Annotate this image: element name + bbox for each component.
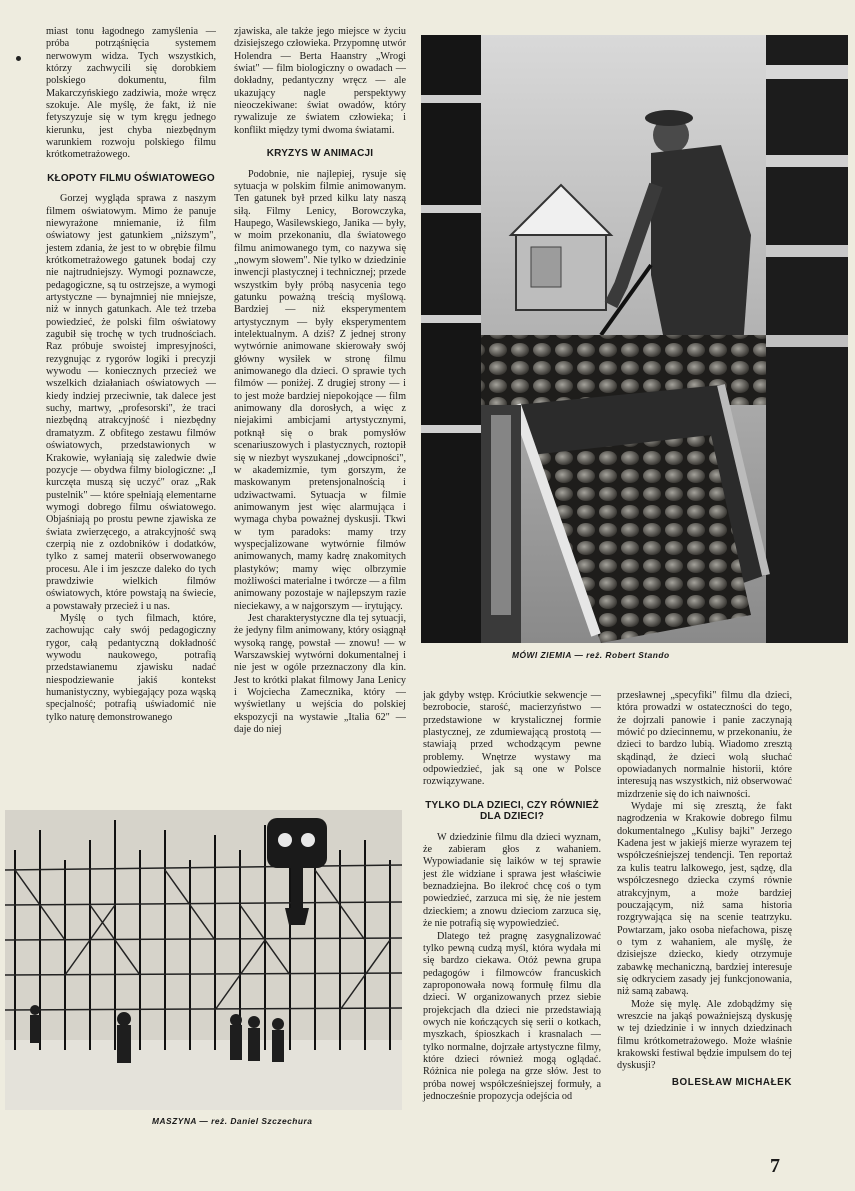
- column-1: [46, 26, 216, 724]
- paragraph: W dziedzinie filmu dla dzieci wyznam, że zabieram głos z wahaniem. Wypowiadanie się laików w tej sprawie jest źle widziane i sprawa jest właściwie beznadziejna. Bo ilekroć chcę coś o tym powiedzieć, zarzuca mi się, że nie jestem dzieckiem; a znowu dzieciom zarzuca się, że nie potrafią się wypowiedzieć.: [423, 831, 601, 930]
- column-3: [423, 690, 601, 1103]
- photo-mowi-ziemia: [421, 35, 848, 643]
- column-4: [617, 690, 792, 1089]
- section-heading: KRYZYS W ANIMACJI: [266, 148, 374, 160]
- paragraph: jak gdyby wstęp. Króciutkie sekwencje — bezrobocie, starość, macierzyństwo — przedstawione w krystalicznej formie plastycznej, ze zdumiewającą prostotą — stawiają przed wchodzącym pewne problemy. Wnętrze wystawy ma odpowiedzieć, jak są one w Polsce rozwiązywane.: [423, 690, 601, 788]
- column-2: [234, 26, 406, 736]
- section-heading: KŁOPOTY FILMU OŚWIATOWEGO: [47, 172, 215, 184]
- photo-caption: MÓWI ZIEMIA — reż. Robert Stando: [512, 650, 670, 660]
- margin-bullet: [16, 56, 21, 61]
- photo-maszyna-image: [5, 810, 402, 1110]
- paragraph: przesławnej „specyfiki" filmu dla dzieci, która prowadzi w ostateczności do tego, że dojrzali panowie i panie zaczynają mówić po dziecinnemu, w przekonaniu, że dzieci to bardzo lubią. Wiadomo zresztą skądinąd, że dzieci wolą słuchać opowiadanych normalnie historii, które interesują nas wszystkich, niż obserwować mizdrzenie się do ich naiwności.: [617, 690, 792, 800]
- paragraph: Jest charakterystyczne dla tej sytuacji, że jedyny film animowany, który osiągnął wysoką rangę, powstał — znowu! — w Warszawskiej wytwórni dokumentalnej i nie jest w ogóle przeznaczony dla kin. Jest to krótki plakat filmowy Jana Lenicy i Wojciecha Zamecznika, który — wyświetlany u wejścia do polskiej ekspozycji na wystawie „Italia 62" — daje do niej: [234, 612, 406, 736]
- section-heading: TYLKO DLA DZIECI, CZY RÓWNIEŻ DLA DZIECI?: [425, 799, 599, 823]
- paragraph: Myślę o tych filmach, które, zachowując cały swój pedagogiczny rygor, całą pedantyczną dokładność wywodu naukowego, potrafią przedstawianemu zjawisku nadać niespodziewanie jakiś kontekst humanistyczny, wybiegający poza wąską specjalność; potrafią uświadomić nie tylko naturę demonstrowanego: [46, 612, 216, 723]
- photo-maszyna: [5, 810, 402, 1110]
- paragraph: miast tonu łagodnego zamyślenia — próba potrząśnięcia systemem nerwowym widza. Tych wszystkich, którzy zachwycili się dorobkiem polskiego dokumentu, film Makarczyńskiego zadziwia, może wręcz szokuje. Ale myślę, że fakt, iż nie fetyszyzuje się w tym kręgu jednego kierunku, jest chyba niezbędnym warunkiem rozwoju polskiego filmu krótkometrażowego.: [46, 26, 216, 161]
- paragraph: Gorzej wygląda sprawa z naszym filmem oświatowym. Mimo że panuje niewyrażone mniemanie, iż film oświatowy jest gatunkiem „niższym", jestem zdania, że jest to w obrębie filmu krótkometrażowego gatunek bodaj czy nie najtrudniejszy. Wymogi poznawcze, pedagogiczne, są tu ostrzejsze, a wymogi artystyczne — bynajmniej nie mniejsze, niż w innych gatunkach. Ale też trzeba powiedzieć, że polski film oświatowy zagubił się trochę w tych trudnościach. Raz próbuje swoistej impresyjności, rezygnując z rygorów logiki i precyzji wywodu — koniecznych przecież we wszelkich działaniach oświatowych — kiedy indziej przeciwnie, tak dalece jest suchy, martwy, „profesorski", że traci niezbędną atrakcyjność i niezbędny dramatyzm. Z obfitego zestawu filmów oświatowych, przedstawionych w Krakowie, wyłaniają się zaledwie dwie pozycje — obydwa filmy biologiczne: „I kurczęta muszą się uczyć" oraz „Rak pustelnik" — które spełniają elementarne wymogi dobrego filmu oświatowego. Objaśniają po prostu pewne zjawiska ze świata zwierzęcego, a atrakcyjność swą czerpią nie z ozdobników i dodatków, tylko z samej materii obserwowanego procesu. Ale i im jeszcze daleko do tych prawdziwie wielkich filmów oświatowych, które powstają na świecie, a powstawały przecież i u nas.: [46, 193, 216, 612]
- paragraph: Podobnie, nie najlepiej, rysuje się sytuacja w polskim filmie animowanym. Ten gatunek był przed kilku laty naszą siłą. Filmy Lenicy, Borowczyka, Haupego, Wasilewskiego, Janika — były, w moim przekonaniu, dla światowego filmu animowanego tym, co nazywa się „nowym słowem". Nie tylko w dziedzinie inwencji plastycznej i technicznej; przede wszystkim były próbą nasycenia tego gatunku poważną treścią myślową. Bardziej — niż eksperymentem artystycznym — były eksperymentem intelektualnym. A dziś? Z jednej strony wytwórnie animowane skierowały swój główny wysiłek w stronę filmu animowanego dla dzieci. O sprawie tych filmów — poniżej. Z drugiej strony — i to jest może bardziej niepokojące — film animowany dla dorosłych, a więc z niejakimi ambicjami artystycznymi, potknął się o brak pomysłów scenariuszowych i plastycznych, roztopił się w niezbyt wyszukanej „dowcipności", w akademizmie, tym gorszym, że maskowanym pretensjonalnością i udziwactwami. Sytuacja w filmie animowanym jest więc alarmująca i wymaga chyba poważnej dyskusji. Tkwi w tym paradoks: mamy trzy wyspecjalizowane wytwórnie filmów animowanych, mamy kadrę znakomitych plastyków; mamy więc olbrzymie możliwości materialne i twórcze — a film animowany pozostaje w najlepszym razie nieciekawy, a w najgorszym — irytujący.: [234, 168, 406, 612]
- author-signature: BOLESŁAW MICHAŁEK: [671, 1076, 792, 1088]
- paragraph: Dlatego też pragnę zasygnalizować tylko pewną cudzą myśl, która wydała mi się bardzo ciekawa. Otóż pewna grupa pedagogów i filmowców francuskich zaproponowała nową formułę filmu dla dzieci. W organizowanych przez siebie projekcjach dla dzieci nie przedstawiają owych nie kończących się serii o kotkach, myszkach, śpioszkach i krasnalach — tylko normalne, dojrzałe artystyczne filmy, które dzieci również mogą oglądać. Różnica nie polega na grze słów. Jest to próba nowej współcześniejszej formuły, a jednocześnie propozycja odejścia od: [423, 930, 601, 1102]
- paragraph: Może się mylę. Ale zdobądźmy się wreszcie na jakąś poważniejszą dyskusję w tej dziedzinie i w innych dziedzinach filmu krótkometrażowego. Może właśnie krakowski festiwal będzie impulsem do tej dyskusji?: [617, 998, 792, 1072]
- photo-mowi-ziemia-image: [421, 35, 848, 643]
- paragraph: Wydaje mi się zresztą, że fakt nagrodzenia w Krakowie dobrego filmu dokumentalnego „Kulisy bajki" Jerzego Kadena jest w jakiejś mierze wyrazem tej współcześniejszej tendencji. Ten reportaż za kulis teatru lalkowego, jest, sądzę, dla współczesnego dziecka czymś równie atrakcyjnym, a może bardziej pouczającym, niż sama historia rozgrywająca się na scenie teatrzyku. Powtarzam, jako osoba niefachowa, piszę o tym z wahaniem, ale myślę, że dzisiejsze dziecko, kiedy otrzymuje zabawkę mechaniczną, bardziej interesuje się odkryciem zasady jej funkcjonowania, niż samą zabawą.: [617, 801, 792, 998]
- paragraph: zjawiska, ale także jego miejsce w życiu dzisiejszego człowieka. Przypomnę utwór Holendra — Berta Haanstry „Wrogi świat" — film biologiczny o owadach — dokładny, pedantyczny wręcz — ale ukazujący nagle perspektywy nieoczekiwane: świat owadów, który rywalizuje ze światem człowieka; i konflikt między tymi dwoma światami.: [234, 26, 406, 136]
- photo-caption: MASZYNA — reż. Daniel Szczechura: [152, 1116, 313, 1126]
- page-number: 7: [770, 1155, 780, 1177]
